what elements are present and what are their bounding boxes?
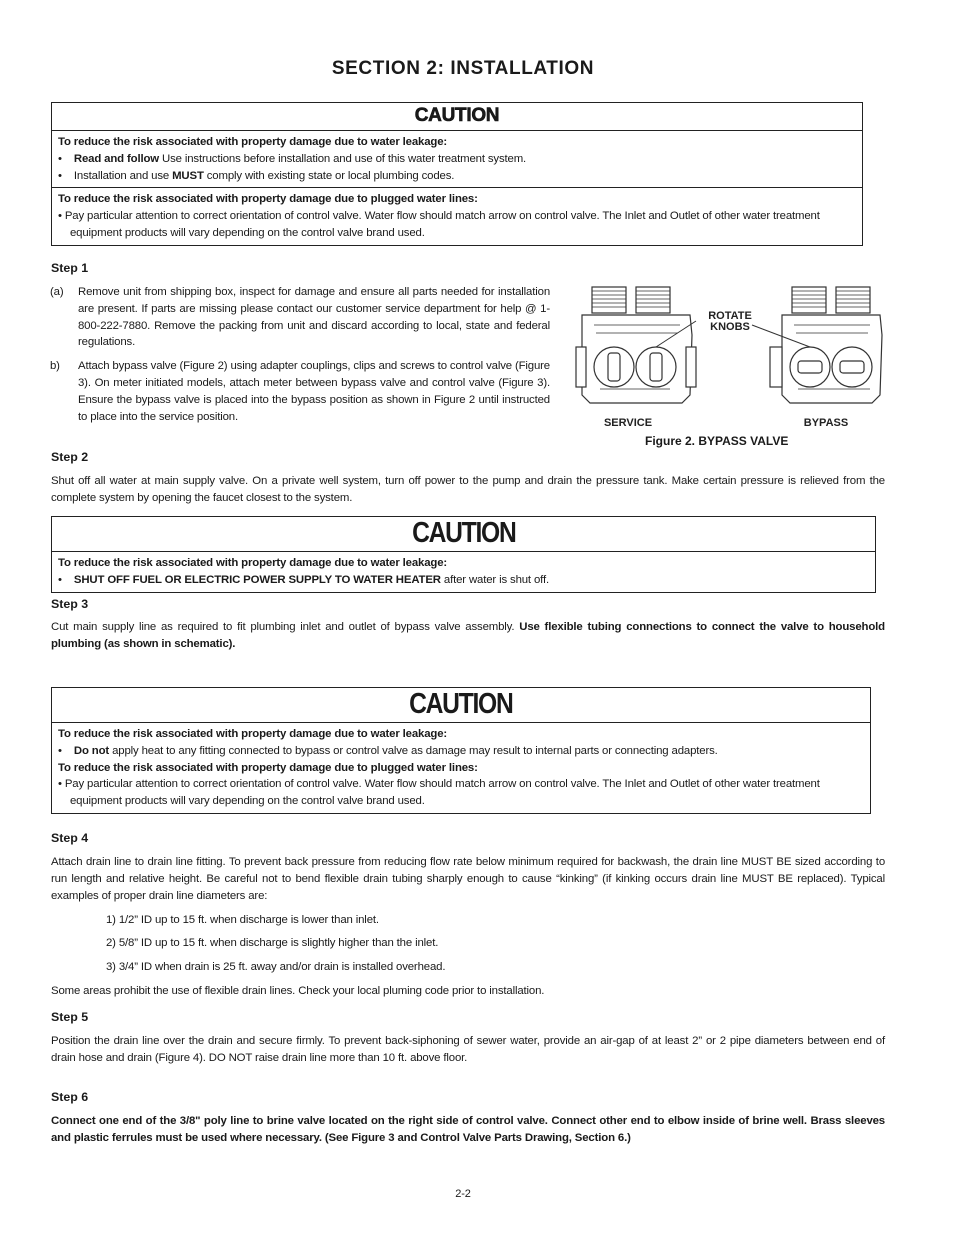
step-5-heading: Step 5 bbox=[51, 1010, 89, 1024]
caution-section bbox=[52, 723, 870, 813]
page-title: SECTION 2: INSTALLATION bbox=[331, 58, 595, 79]
list-item: 2) 5/8” ID up to 15 ft. when discharge is slightly higher than the inlet. bbox=[106, 937, 439, 949]
caution-bullet: • SHUT OFF FUEL OR ELECTRIC POWER SUPPLY TO WATER HEATER after water is shut off. bbox=[58, 573, 549, 586]
page-number: 2-2 bbox=[455, 1188, 471, 1200]
step-4-note: Some areas prohibit the use of flexible drain lines. Check your local pluming code prior to installation. bbox=[51, 985, 545, 997]
bullet-bold-text: MUST bbox=[172, 169, 204, 182]
caution-section-title: To reduce the risk associated with property damage due to water leakage: bbox=[58, 557, 448, 569]
list-item bbox=[50, 284, 550, 351]
figure-label-service: SERVICE bbox=[603, 417, 653, 429]
caution-section-title: To reduce the risk associated with property damage due to plugged water lines: bbox=[58, 761, 478, 774]
step-1-heading: Step 1 bbox=[51, 261, 89, 275]
caution-bullet: • Read and follow Use instructions before installation and use of this water treatment system. bbox=[58, 152, 527, 165]
list-label: (a) bbox=[50, 286, 64, 298]
caution-bullet: • Pay particular attention to correct orientation of control valve. Water flow should match arrow on control valve. The Inlet and Outlet of other water treatment equipment products will vary depending on the control valve brand used. bbox=[58, 210, 820, 239]
figure-label-rotate: ROTATE bbox=[708, 310, 752, 322]
caution-section-title: To reduce the risk associated with property damage due to plugged water lines: bbox=[58, 193, 478, 206]
list-item bbox=[50, 358, 550, 425]
step-3-text-bold: Use flexible tubing connections to connect the valve to household plumbing (as shown in schematic). bbox=[51, 621, 885, 650]
bullet-text: Use instructions before installation and use of this water treatment system. bbox=[159, 152, 527, 165]
step-5-text: Position the drain line over the drain and secure firmly. To prevent back-siphoning of sewer water, provide an air-gap of at least 2” or 2 pipe diameters between end of drain hose and drain (Figure 4). DO NOT raise drain line more than 10 ft. above floor. bbox=[51, 1035, 885, 1064]
step-4-heading: Step 4 bbox=[51, 831, 89, 845]
bullet-text: Pay particular attention to correct orientation of control valve. Water flow should match arrow on control valve. The Inlet and Outlet of other water treatment equipment products will vary depending on the control valve brand used. bbox=[64, 778, 820, 808]
caution-bullet: • Pay particular attention to correct orientation of control valve. Water flow should match arrow on control valve. The Inlet and Outlet of other water treatment equipment products will vary depending on the control valve brand used. bbox=[58, 778, 820, 808]
list-text: Remove unit from shipping box, inspect for damage and ensure all parts needed for installation are present. If parts are missing please contact our customer service department for help @ 1-800-222-7880. Remove the packing from unit and discard according to local, state and federal regulations. bbox=[78, 286, 550, 349]
caution-box-2 bbox=[51, 516, 876, 593]
caution-box-3 bbox=[51, 687, 871, 814]
caution-section-title: To reduce the risk associated with property damage due to water leakage: bbox=[58, 728, 448, 740]
step-4-text: Attach drain line to drain line fitting. To prevent back pressure from reducing flow rate below minimum required for backwash, the drain line MUST BE sized according to run length and relative height. Be careful not to bend flexible drain tubing sharply enough to cause “kinking” (if kinking occurs drain line MUST BE replaced). Typical examples of proper drain line diameters are: bbox=[51, 856, 885, 902]
caution-section-leakage bbox=[52, 131, 862, 187]
list-item: 1) 1/2” ID up to 15 ft. when discharge is lower than inlet. bbox=[106, 914, 379, 926]
bullet-bold-text: Read and follow bbox=[73, 152, 159, 165]
step-6-text: Connect one end of the 3/8" poly line to brine valve located on the right side of control valve. Connect other end to elbow inside of brine well. Brass sleeves and plastic ferrules must be used where necessary. (See Figure 3 and Control Valve Parts Drawing, Section 6.) bbox=[51, 1115, 885, 1144]
caution-section-leakage bbox=[52, 552, 875, 592]
caution-heading: CAUTION bbox=[52, 103, 862, 131]
bullet-text: Installation and use bbox=[73, 169, 173, 182]
bullet-text: after water is shut off. bbox=[440, 573, 549, 586]
caution-section-plugged bbox=[52, 187, 862, 244]
list-label: b) bbox=[50, 360, 60, 373]
figure-caption: Figure 2. BYPASS VALVE bbox=[645, 434, 789, 448]
figure-label-bypass: BYPASS bbox=[803, 417, 849, 429]
caution-heading-text: CAUTION bbox=[409, 688, 513, 720]
bullet-bold-text: SHUT OFF FUEL OR ELECTRIC POWER SUPPLY TO WATER HEATER bbox=[73, 573, 441, 586]
bullet-text: comply with existing state or local plumbing codes. bbox=[203, 169, 455, 182]
list-item: 3) 3/4” ID when drain is 25 ft. away and/or drain is installed overhead. bbox=[106, 961, 446, 973]
step-3-heading: Step 3 bbox=[51, 597, 89, 611]
step-3-text bbox=[51, 619, 885, 653]
caution-section-title: To reduce the risk associated with property damage due to water leakage: bbox=[58, 136, 448, 148]
step-1-list bbox=[50, 284, 550, 432]
caution-box-1 bbox=[51, 102, 863, 246]
bullet-text: Pay particular attention to correct orientation of control valve. Water flow should match arrow on control valve. The Inlet and Outlet of other water treatment equipment products will vary depending on the control valve brand used. bbox=[64, 210, 820, 239]
caution-bullet: • Installation and use MUST comply with existing state or local plumbing codes. bbox=[58, 169, 455, 182]
caution-heading-text: CAUTION bbox=[411, 517, 516, 549]
caution-bullet: • Do not apply heat to any fitting connected to bypass or control valve as damage may result to internal parts or connecting adapters. bbox=[58, 744, 718, 757]
caution-heading bbox=[52, 517, 875, 552]
list-text: Attach bypass valve (Figure 2) using adapter couplings, clips and screws to control valve (Figure 3). On meter initiated models, attach meter between bypass valve and control valve (Figure 3). Ensure the bypass valve is placed into the bypass position as shown in Figure 2 until instructed to place into the service position. bbox=[78, 360, 550, 423]
bypass-valve-illustration bbox=[570, 285, 890, 430]
step-2-heading: Step 2 bbox=[51, 450, 89, 464]
caution-heading bbox=[52, 688, 870, 723]
step-3-text-plain: Cut main supply line as required to fit plumbing inlet and outlet of bypass valve assembly. bbox=[51, 621, 520, 633]
step-2-text: Shut off all water at main supply valve. On a private well system, turn off power to the pump and drain the pressure tank. Make certain pressure is relieved from the complete system by opening the faucet closest to the system. bbox=[51, 475, 885, 504]
bullet-bold-text: Do not bbox=[73, 744, 110, 757]
step-6-heading: Step 6 bbox=[51, 1090, 89, 1104]
figure-bypass-valve bbox=[570, 285, 890, 430]
bullet-text: apply heat to any fitting connected to bypass or control valve as damage may result to internal parts or connecting adapters. bbox=[109, 744, 718, 757]
figure-label-knobs: KNOBS bbox=[710, 321, 750, 333]
